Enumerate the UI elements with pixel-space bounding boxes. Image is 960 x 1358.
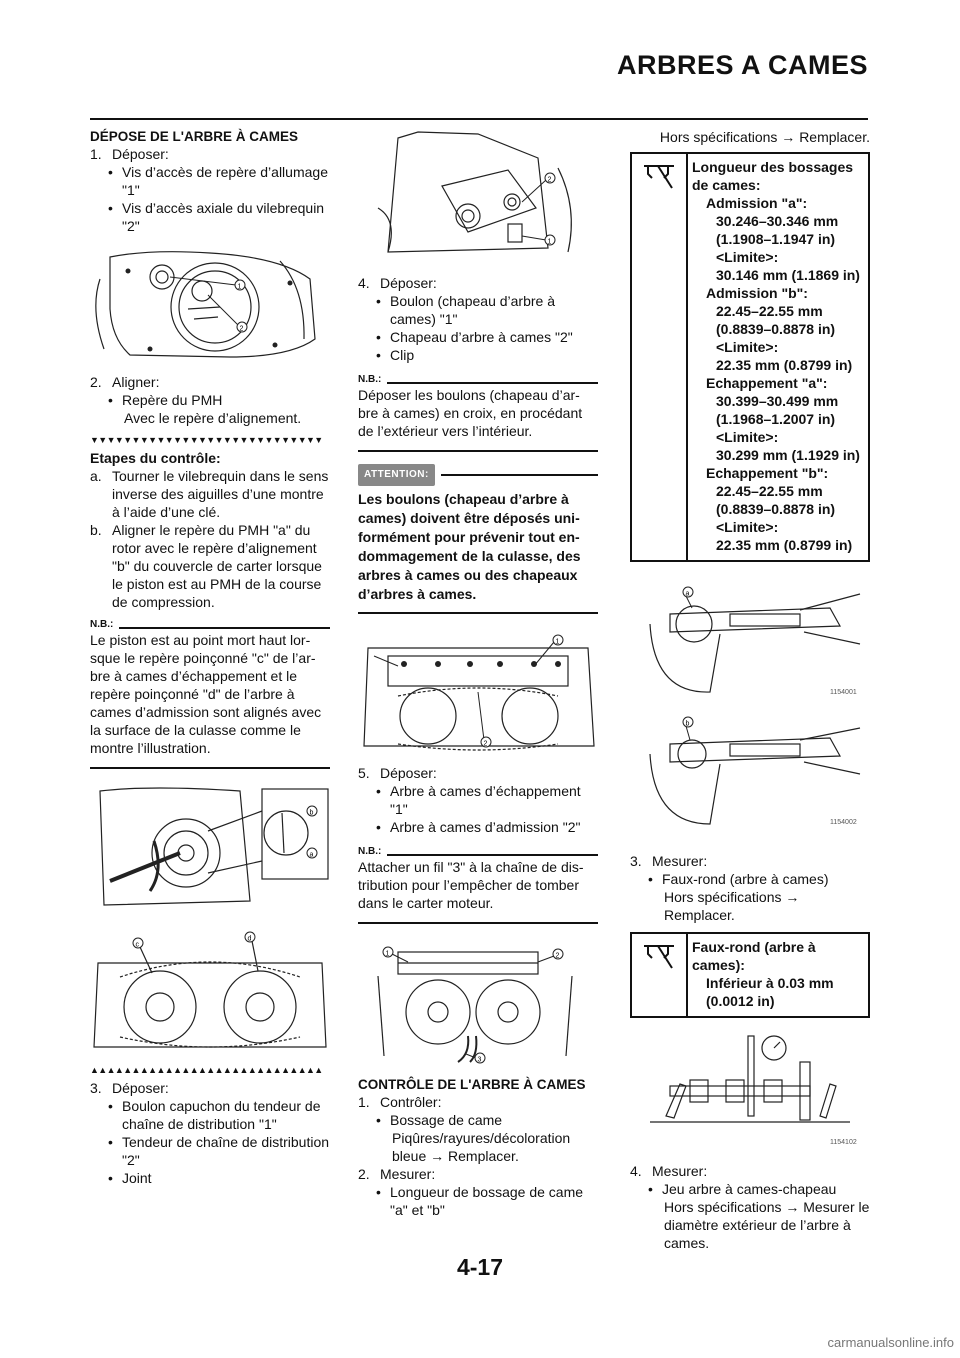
svg-text:2: 2 xyxy=(555,952,560,960)
spec-line: 22.45–22.55 mm xyxy=(716,303,823,319)
page-number: 4-17 xyxy=(456,1254,504,1280)
note-text-2: Déposer les boulons (chapeau d’ar-bre à cames) en croix, en procédant de l’extérieur vers l’intérieur. xyxy=(358,386,598,452)
procedure-step-a: a. Tourner le vilebrequin dans le sens inverse des aiguilles d’une montre à l’aide d’une clé. xyxy=(90,468,329,520)
caliper-icon xyxy=(632,934,688,1016)
spec-line: Echappement "a": xyxy=(706,375,828,391)
measure-step-3-sub: Hors spécifications → Remplacer. xyxy=(664,889,800,923)
watermark: carmanualsonline.info xyxy=(827,1335,954,1350)
measure-step-4-bullet: • Jeu arbre à cames-chapeau xyxy=(640,1180,870,1198)
column-right xyxy=(630,128,870,1252)
procedure-step-b: b. Aligner le repère du PMH "a" du rotor avec le repère d’alignement "b" du couvercle de carter lorsque le piston est au PMH de la course de compression. xyxy=(90,522,322,610)
caliper-icon xyxy=(632,154,688,560)
spec-line: (1.1968–1.2007 in) xyxy=(716,411,836,427)
spec-runout-values xyxy=(688,934,868,1016)
svg-text:3: 3 xyxy=(477,1056,482,1064)
step-1-bullet-1: • Vis d’accès de repère d’allumage "1" xyxy=(100,163,330,199)
step-4: 4. Déposer: xyxy=(358,275,437,291)
spec-line: 30.246–30.346 mm xyxy=(716,213,839,229)
svg-text:1: 1 xyxy=(385,950,390,958)
spec-box-runout xyxy=(630,932,870,1018)
note-text-3: Attacher un fil "3" à la chaîne de dis-tribution pour l’empêcher de tomber dans le carter moteur. xyxy=(358,858,598,924)
figure-crankcase-cover xyxy=(90,249,330,361)
note-text: Le piston est au point mort haut lor-sque le repère poinçonné "c" de l’ar-bre à cames d’échappement et le repère poinçonné "d" de l’arbre à cames d’admission sont alignés avec la surface de la culasse comme le montre l’illustration. xyxy=(90,631,330,769)
spec-line: 22.35 mm (0.8799 in) xyxy=(716,357,853,373)
step-2-bullet-1-sub: Avec le repère d’alignement. xyxy=(124,410,302,426)
spec-line: (0.8839–0.8878 in) xyxy=(716,321,836,337)
svg-text:1: 1 xyxy=(555,638,560,646)
out-of-spec-line: Hors spécifications → Remplacer. xyxy=(659,129,870,145)
spec-line: Faux-rond (arbre à cames): xyxy=(692,939,816,973)
check-step-2-bullet: • Longueur de bossage de came "a" et "b" xyxy=(368,1183,598,1219)
section-heading-inspection: CONTRÔLE DE L'ARBRE À CAMES xyxy=(358,1077,586,1092)
section-heading-removal: DÉPOSE DE L'ARBRE À CAMES xyxy=(90,129,298,144)
spec-line: Echappement "b": xyxy=(706,465,829,481)
check-step-2: 2. Mesurer: xyxy=(358,1166,436,1182)
step-4-bullet-2: • Chapeau d’arbre à cames "2" xyxy=(368,328,598,346)
svg-text:2: 2 xyxy=(547,176,552,184)
spec-line: Admission "b": xyxy=(706,285,808,301)
page-title: ARBRES A CAMES xyxy=(616,50,868,80)
step-4-bullet-1: • Boulon (chapeau d’arbre à cames) "1" xyxy=(368,292,598,328)
figure-lobe-measure-a xyxy=(630,574,870,714)
measure-step-4-sub: Hors spécifications → Mesurer le diamètre extérieur de l’arbre à cames. xyxy=(664,1199,870,1251)
measure-step-3: 3. Mesurer: xyxy=(630,853,708,869)
svg-text:2: 2 xyxy=(483,740,488,748)
svg-text:1154002: 1154002 xyxy=(830,819,857,826)
spec-lobe-height-values xyxy=(688,154,868,560)
spec-line: <Limite>: xyxy=(716,249,779,265)
svg-text:b: b xyxy=(309,809,314,817)
svg-text:a: a xyxy=(309,851,314,859)
step-1-bullet-2: • Vis d’accès axiale du vilebrequin "2" xyxy=(100,199,330,235)
column-left xyxy=(90,128,330,1187)
spec-line: (1.1908–1.1947 in) xyxy=(716,231,836,247)
spec-line: Longueur des bossages de cames: xyxy=(692,159,854,193)
spec-line: <Limite>: xyxy=(716,339,779,355)
figure-runout-measure xyxy=(630,1026,870,1156)
step-3-bullet-2: • Tendeur de chaîne de distribution "2" xyxy=(100,1133,330,1169)
svg-text:1154001: 1154001 xyxy=(830,689,857,696)
step-2-bullet-1: • Repère du PMH xyxy=(100,391,330,409)
attention-text: Les boulons (chapeau d’arbre à cames) doivent être déposés uni-formément pour prévenir tout en-dommagement de la culasse, des arbres à cames ou des chapeaux d’arbres à cames. xyxy=(358,490,598,614)
step-3-bullet-1: • Boulon capuchon du tendeur de chaîne de distribution "1" xyxy=(100,1097,330,1133)
spec-line: 30.399–30.499 mm xyxy=(716,393,839,409)
svg-text:1154102: 1154102 xyxy=(830,1139,857,1146)
spec-line: 30.146 mm (1.1869 in) xyxy=(716,267,860,283)
step-1: 1. Déposer: xyxy=(90,146,169,162)
measure-step-4: 4. Mesurer: xyxy=(630,1163,708,1179)
step-5: 5. Déposer: xyxy=(358,765,437,781)
step-3: 3. Déposer: xyxy=(90,1080,169,1096)
note-label-3: N.B.: xyxy=(358,846,598,858)
step-3-bullet-3: • Joint xyxy=(100,1169,330,1187)
column-middle xyxy=(358,128,598,1219)
svg-text:1: 1 xyxy=(547,238,552,246)
procedure-end-marker: ▲▲▲▲▲▲▲▲▲▲▲▲▲▲▲▲▲▲▲▲▲▲▲▲▲▲▲▲ xyxy=(90,1065,323,1075)
svg-text:d: d xyxy=(247,935,252,943)
check-step-1: 1. Contrôler: xyxy=(358,1094,442,1110)
figure-tdc-alignment xyxy=(90,781,330,911)
spec-line: <Limite>: xyxy=(716,519,779,535)
spec-line: 22.35 mm (0.8799 in) xyxy=(716,537,853,553)
spec-line: Inférieur à 0.03 mm xyxy=(706,975,834,991)
figure-camshaft-caps xyxy=(358,626,598,756)
step-2: 2. Aligner: xyxy=(90,374,160,390)
procedure-start-marker: ▼▼▼▼▼▼▼▼▼▼▼▼▼▼▼▼▼▼▼▼▼▼▼▼▼▼▼▼ xyxy=(90,435,323,445)
svg-text:1: 1 xyxy=(237,283,242,291)
step-4-bullet-3: • Clip xyxy=(368,346,598,364)
spec-line: Admission "a": xyxy=(706,195,808,211)
measure-step-3-bullet: • Faux-rond (arbre à cames) xyxy=(640,870,870,888)
note-label: N.B.: xyxy=(90,619,330,631)
svg-text:b: b xyxy=(685,720,690,728)
step-5-bullet-2: • Arbre à cames d’admission "2" xyxy=(368,818,598,836)
check-step-1-bullet: • Bossage de came xyxy=(368,1111,598,1129)
svg-text:a: a xyxy=(685,590,690,598)
spec-line: (0.0012 in) xyxy=(706,993,775,1009)
attention-label: ATTENTION: xyxy=(358,464,598,486)
step-5-bullet-1: • Arbre à cames d’échappement "1" xyxy=(368,782,598,818)
figure-chain-tensioner xyxy=(358,128,598,268)
spec-line: <Limite>: xyxy=(716,429,779,445)
figure-cam-timing-marks xyxy=(90,917,330,1057)
figure-lobe-measure-b xyxy=(630,714,870,844)
figure-camshaft-removal xyxy=(358,936,598,1066)
note-label-2: N.B.: xyxy=(358,374,598,386)
svg-text:2: 2 xyxy=(239,325,244,333)
check-step-1-sub: Piqûres/rayures/décoloration bleue → Remplacer. xyxy=(392,1130,571,1164)
spec-box-lobe-height xyxy=(630,152,870,562)
svg-text:c: c xyxy=(135,941,139,949)
spec-line: 30.299 mm (1.1929 in) xyxy=(716,447,860,463)
spec-line: (0.8839–0.8878 in) xyxy=(716,501,836,517)
procedure-title: Etapes du contrôle: xyxy=(90,450,221,466)
header-rule xyxy=(90,118,868,120)
spec-line: 22.45–22.55 mm xyxy=(716,483,823,499)
